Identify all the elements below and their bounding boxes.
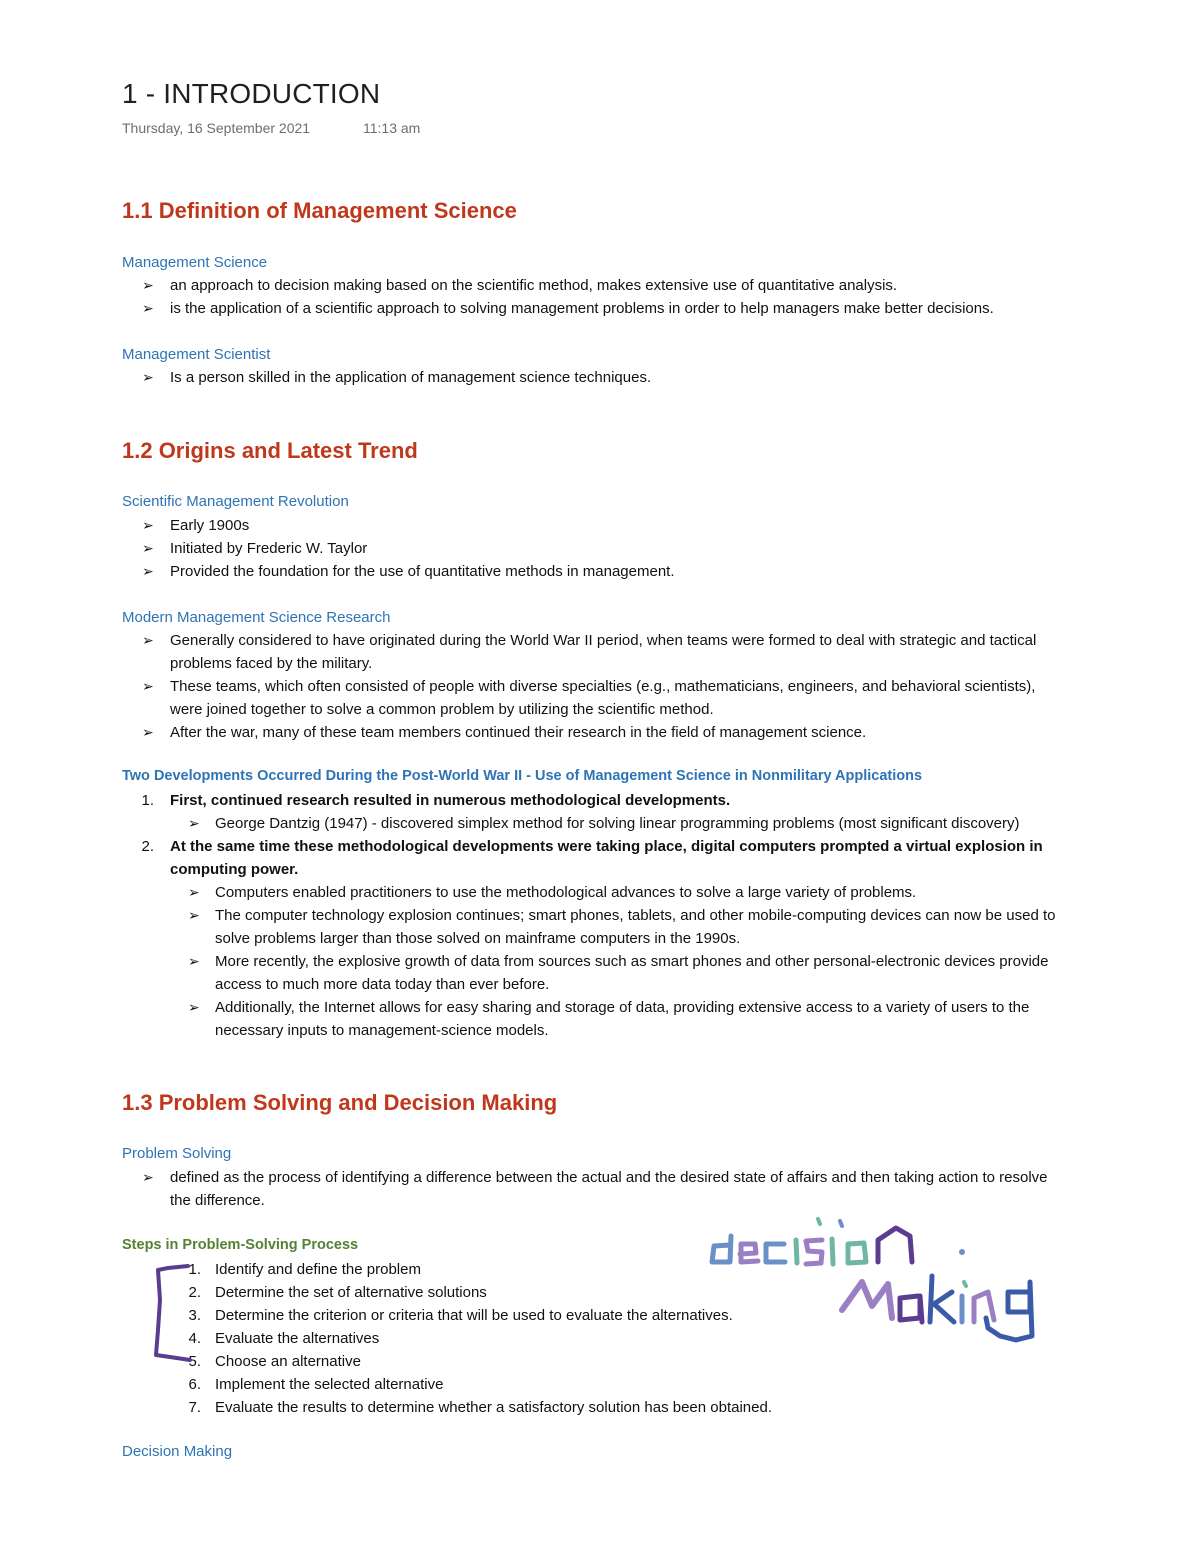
list-number: 1. <box>141 792 154 809</box>
bullet-arrow-icon: ➢ <box>188 884 200 900</box>
list-item: After the war, many of these team members continued their research in the field of management science. <box>170 724 867 741</box>
section-heading-1-3: 1.3 Problem Solving and Decision Making <box>122 1090 558 1115</box>
list-number: 2. <box>188 1284 201 1301</box>
subheading-two-developments: Two Developments Occurred During the Post-World War II - Use of Management Science in Nonmilitary Applications <box>122 768 923 784</box>
list-item: Provided the foundation for the use of quantitative methods in management. <box>170 563 675 580</box>
list-item-continuation: solve problems larger than those solved on mainframe computers in the 1990s. <box>215 930 741 947</box>
page-date: Thursday, 16 September 2021 <box>122 120 311 136</box>
step-item: Evaluate the results to determine whether a satisfactory solution has been obtained. <box>215 1399 772 1416</box>
list-item-continuation: were joined together to solve a common problem by utilizing the scientific method. <box>170 701 714 718</box>
list-number: 6. <box>188 1376 201 1393</box>
list-item: Computers enabled practitioners to use the methodological advances to solve a large variety of problems. <box>215 884 917 901</box>
step-item: Evaluate the alternatives <box>215 1330 380 1347</box>
list-item: Early 1900s <box>170 517 250 534</box>
list-item-continuation: necessary inputs to management-science models. <box>215 1022 549 1039</box>
subheading-problem-solving: Problem Solving <box>122 1145 232 1162</box>
subheading-management-scientist: Management Scientist <box>122 346 271 363</box>
list-item-continuation: problems faced by the military. <box>170 655 373 672</box>
bullet-arrow-icon: ➢ <box>142 632 154 648</box>
bullet-arrow-icon: ➢ <box>142 300 154 316</box>
list-item-continuation: access to much more data today than ever before. <box>215 976 550 993</box>
list-item: More recently, the explosive growth of data from sources such as smart phones and other personal-electronic devices provide <box>215 953 1049 970</box>
bullet-arrow-icon: ➢ <box>142 517 154 533</box>
bullet-arrow-icon: ➢ <box>188 815 200 831</box>
bullet-arrow-icon: ➢ <box>188 907 200 923</box>
bullet-arrow-icon: ➢ <box>142 563 154 579</box>
bullet-arrow-icon: ➢ <box>142 1169 154 1185</box>
bullet-arrow-icon: ➢ <box>142 724 154 740</box>
bullet-arrow-icon: ➢ <box>142 540 154 556</box>
list-number: 7. <box>188 1399 201 1416</box>
list-number: 4. <box>188 1330 201 1347</box>
list-item-development-2: At the same time these methodological developments were taking place, digital computers prompted a virtual explosion in <box>170 838 1043 855</box>
page-time: 11:13 am <box>363 120 421 136</box>
list-item: Is a person skilled in the application of management science techniques. <box>170 369 652 386</box>
list-item: Initiated by Frederic W. Taylor <box>170 540 368 557</box>
bullet-arrow-icon: ➢ <box>142 678 154 694</box>
list-item: George Dantzig (1947) - discovered simplex method for solving linear programming problems (most significant discovery) <box>215 815 1020 832</box>
section-heading-1-2: 1.2 Origins and Latest Trend <box>122 438 418 463</box>
step-item: Implement the selected alternative <box>215 1376 444 1393</box>
list-item: Generally considered to have originated during the World War II period, when teams were formed to deal with strategic and tactical <box>170 632 1037 649</box>
step-item: Choose an alternative <box>215 1353 361 1370</box>
list-number: 2. <box>141 838 154 855</box>
list-item: an approach to decision making based on the scientific method, makes extensive use of quantitative analysis. <box>170 277 898 294</box>
step-item: Determine the criterion or criteria that will be used to evaluate the alternatives. <box>215 1307 733 1324</box>
step-item: Determine the set of alternative solutions <box>215 1284 487 1301</box>
bullet-arrow-icon: ➢ <box>188 999 200 1015</box>
section-heading-1-1: 1.1 Definition of Management Science <box>122 198 517 223</box>
list-item-development-1: First, continued research resulted in numerous methodological developments. <box>170 792 731 809</box>
list-item: is the application of a scientific approach to solving management problems in order to help managers make better decisions. <box>170 300 994 317</box>
step-item: Identify and define the problem <box>215 1261 421 1278</box>
list-number: 1. <box>188 1261 201 1278</box>
subheading-management-science: Management Science <box>122 254 268 271</box>
bullet-arrow-icon: ➢ <box>142 277 154 293</box>
list-item: The computer technology explosion continues; smart phones, tablets, and other mobile-computing devices can now be used to <box>215 907 1056 924</box>
list-number: 5. <box>188 1353 201 1370</box>
list-number: 3. <box>188 1307 201 1324</box>
subheading-modern-management-science-research: Modern Management Science Research <box>122 609 391 626</box>
list-item-continuation: the difference. <box>170 1192 265 1209</box>
list-item: These teams, which often consisted of people with diverse specialties (e.g., mathematicians, engineers, and behavioral scientists), <box>170 678 1036 695</box>
bullet-arrow-icon: ➢ <box>188 953 200 969</box>
bullet-arrow-icon: ➢ <box>142 369 154 385</box>
list-item: Additionally, the Internet allows for easy sharing and storage of data, providing extensive access to a variety of users to the <box>215 999 1030 1016</box>
subheading-steps-in-problem-solving: Steps in Problem-Solving Process <box>122 1237 359 1253</box>
subheading-scientific-management-revolution: Scientific Management Revolution <box>122 493 349 510</box>
list-item-continuation: computing power. <box>170 861 299 878</box>
list-item: defined as the process of identifying a difference between the actual and the desired state of affairs and then taking action to resolve <box>170 1169 1048 1186</box>
subheading-decision-making: Decision Making <box>122 1443 233 1460</box>
page-title: 1 - INTRODUCTION <box>122 78 381 109</box>
